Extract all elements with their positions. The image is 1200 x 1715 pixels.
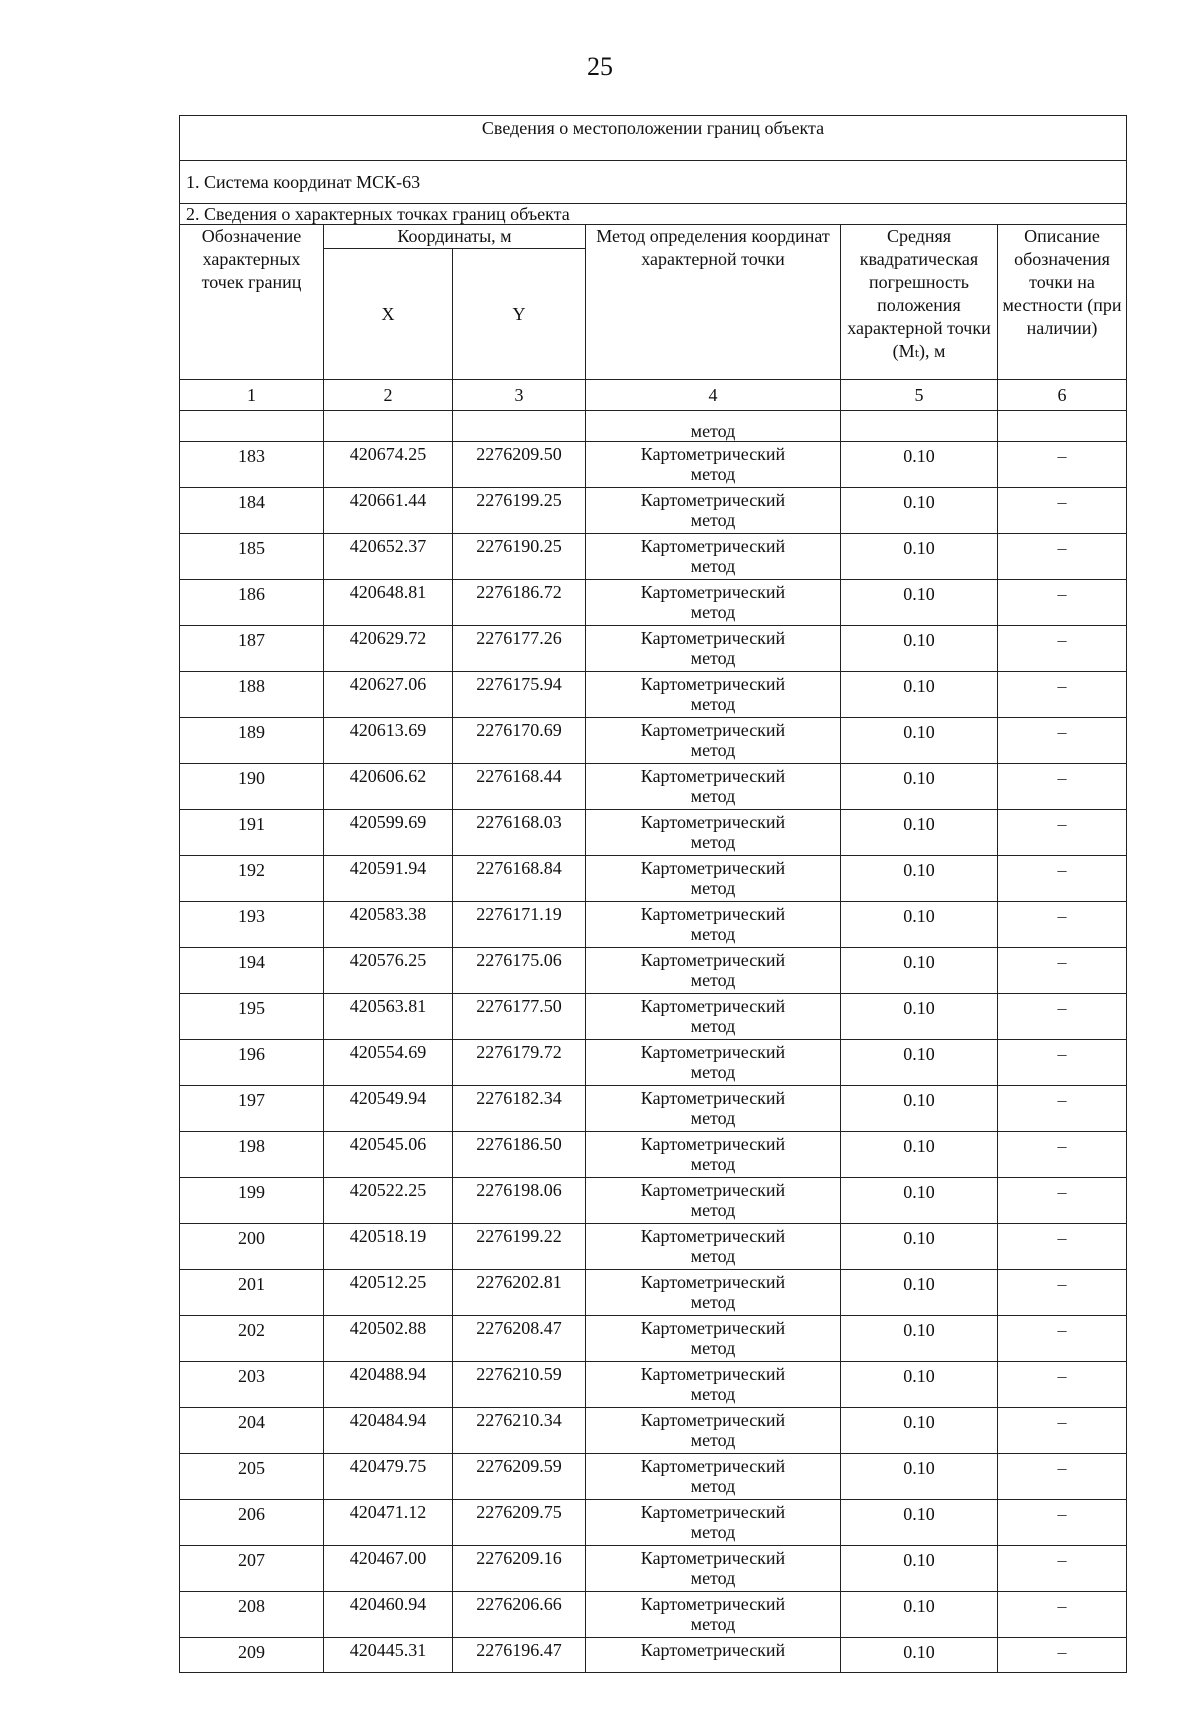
coordinate-y: 2276179.72 — [453, 1040, 586, 1086]
point-designation: 209 — [180, 1638, 324, 1673]
mean-square-error: 0.10 — [841, 948, 998, 994]
coordinate-x: 420576.25 — [324, 948, 453, 994]
method-cell — [586, 948, 841, 994]
coordinate-y: 2276210.34 — [453, 1408, 586, 1454]
coordinate-x: 420479.75 — [324, 1454, 453, 1500]
table-row — [180, 1638, 1127, 1673]
point-designation: 207 — [180, 1546, 324, 1592]
method-cell — [586, 1224, 841, 1270]
method-line-2: метод — [690, 1430, 736, 1450]
method-line-1: Картометрический — [640, 720, 786, 740]
coordinate-x: 420606.62 — [324, 764, 453, 810]
table-row — [180, 1500, 1127, 1546]
method-cell — [586, 1316, 841, 1362]
coordinate-x: 420563.81 — [324, 994, 453, 1040]
point-description: – — [998, 948, 1127, 994]
method-line-2: метод — [690, 1062, 736, 1082]
coordinate-y: 2276199.25 — [453, 488, 586, 534]
point-description: – — [998, 1132, 1127, 1178]
method-line-1: Картометрический — [640, 1364, 786, 1384]
coordinate-x: 420518.19 — [324, 1224, 453, 1270]
table-row — [180, 1132, 1127, 1178]
method-line-1: Картометрический — [640, 1502, 786, 1522]
coordinate-x: 420471.12 — [324, 1500, 453, 1546]
column-number: 3 — [453, 380, 586, 411]
point-designation: 192 — [180, 856, 324, 902]
method-line-2: метод — [690, 1476, 736, 1496]
header-y: Y — [453, 249, 586, 380]
coordinate-x: 420613.69 — [324, 718, 453, 764]
table-row — [180, 534, 1127, 580]
coordinate-y: 2276168.44 — [453, 764, 586, 810]
table-row — [180, 764, 1127, 810]
header-coordinates: Координаты, м — [324, 225, 586, 249]
mean-square-error: 0.10 — [841, 1316, 998, 1362]
method-cell — [586, 1040, 841, 1086]
point-description: – — [998, 442, 1127, 488]
point-description: – — [998, 1454, 1127, 1500]
point-description: – — [998, 1086, 1127, 1132]
coordinate-y: 2276202.81 — [453, 1270, 586, 1316]
method-line-2: метод — [690, 602, 736, 622]
method-line-2: метод — [690, 924, 736, 944]
table-row — [180, 1040, 1127, 1086]
column-number: 5 — [841, 380, 998, 411]
method-cell — [586, 1500, 841, 1546]
point-description: – — [998, 534, 1127, 580]
method-line-2: метод — [690, 648, 736, 668]
point-description: – — [998, 1546, 1127, 1592]
table-row — [180, 1178, 1127, 1224]
coordinate-y: 2276186.72 — [453, 580, 586, 626]
continuation-method: метод — [586, 411, 841, 442]
method-line-2: метод — [690, 878, 736, 898]
header-method: Метод определения координат характерной точки — [586, 225, 841, 380]
point-designation: 187 — [180, 626, 324, 672]
point-description: – — [998, 1316, 1127, 1362]
table-row — [180, 1546, 1127, 1592]
coordinate-y: 2276190.25 — [453, 534, 586, 580]
mean-square-error: 0.10 — [841, 580, 998, 626]
table-row — [180, 948, 1127, 994]
method-cell — [586, 718, 841, 764]
method-line-1: Картометрический — [640, 766, 786, 786]
coordinate-x: 420484.94 — [324, 1408, 453, 1454]
mean-square-error: 0.10 — [841, 1638, 998, 1673]
table-row — [180, 1224, 1127, 1270]
point-description: – — [998, 764, 1127, 810]
coordinate-x: 420652.37 — [324, 534, 453, 580]
point-description: – — [998, 580, 1127, 626]
table-row — [180, 1592, 1127, 1638]
point-designation: 193 — [180, 902, 324, 948]
method-line-1: Картометрический — [640, 858, 786, 878]
point-description: – — [998, 1178, 1127, 1224]
coordinate-x: 420467.00 — [324, 1546, 453, 1592]
mean-square-error: 0.10 — [841, 672, 998, 718]
method-line-2: метод — [690, 1522, 736, 1542]
method-line-2: метод — [690, 1154, 736, 1174]
point-designation: 201 — [180, 1270, 324, 1316]
table-row — [180, 580, 1127, 626]
method-line-2: метод — [690, 1200, 736, 1220]
header-x: X — [324, 249, 453, 380]
mean-square-error: 0.10 — [841, 1454, 998, 1500]
mean-square-error: 0.10 — [841, 1132, 998, 1178]
method-line-1: Картометрический — [640, 904, 786, 924]
method-cell: Картометрический — [586, 1638, 841, 1673]
coordinate-x: 420661.44 — [324, 488, 453, 534]
header-description: Описание обозначения точки на местности (при наличии) — [998, 225, 1127, 380]
table-row — [180, 994, 1127, 1040]
table-row — [180, 902, 1127, 948]
point-designation: 200 — [180, 1224, 324, 1270]
mean-square-error: 0.10 — [841, 1362, 998, 1408]
coordinate-y: 2276186.50 — [453, 1132, 586, 1178]
point-designation: 191 — [180, 810, 324, 856]
coordinate-y: 2276175.06 — [453, 948, 586, 994]
coordinate-x: 420522.25 — [324, 1178, 453, 1224]
mean-square-error: 0.10 — [841, 1270, 998, 1316]
coordinate-x: 420512.25 — [324, 1270, 453, 1316]
table-row — [180, 442, 1127, 488]
mean-square-error: 0.10 — [841, 1178, 998, 1224]
point-designation: 204 — [180, 1408, 324, 1454]
point-designation: 183 — [180, 442, 324, 488]
method-line-1: Картометрический — [640, 812, 786, 832]
mean-square-error: 0.10 — [841, 764, 998, 810]
mean-square-error: 0.10 — [841, 626, 998, 672]
mean-square-error: 0.10 — [841, 718, 998, 764]
method-cell — [586, 488, 841, 534]
coordinate-y: 2276209.75 — [453, 1500, 586, 1546]
table-row — [180, 718, 1127, 764]
method-line-2: метод — [690, 1016, 736, 1036]
method-line-1: Картометрический — [640, 1272, 786, 1292]
point-designation: 188 — [180, 672, 324, 718]
method-cell — [586, 1270, 841, 1316]
mean-square-error: 0.10 — [841, 810, 998, 856]
point-description: – — [998, 626, 1127, 672]
method-line-1: Картометрический — [640, 1410, 786, 1430]
method-line-1: Картометрический — [640, 996, 786, 1016]
table-row — [180, 626, 1127, 672]
method-line-1: Картометрический — [640, 1180, 786, 1200]
method-cell — [586, 902, 841, 948]
method-line-1: Картометрический — [640, 1594, 786, 1614]
mean-square-error: 0.10 — [841, 1086, 998, 1132]
mean-square-error: 0.10 — [841, 534, 998, 580]
coordinate-x: 420502.88 — [324, 1316, 453, 1362]
point-description: – — [998, 994, 1127, 1040]
coordinate-y: 2276177.26 — [453, 626, 586, 672]
method-line-1: Картометрический — [640, 444, 786, 464]
table-row — [180, 1362, 1127, 1408]
method-line-1: Картометрический — [640, 1042, 786, 1062]
method-line-2: метод — [690, 832, 736, 852]
coordinate-y: 2276168.84 — [453, 856, 586, 902]
coordinate-y: 2276196.47 — [453, 1638, 586, 1673]
mean-square-error: 0.10 — [841, 488, 998, 534]
mean-square-error: 0.10 — [841, 1408, 998, 1454]
method-cell — [586, 442, 841, 488]
coordinate-x: 420674.25 — [324, 442, 453, 488]
point-designation: 196 — [180, 1040, 324, 1086]
method-line-2: метод — [690, 740, 736, 760]
method-cell — [586, 1178, 841, 1224]
point-designation: 195 — [180, 994, 324, 1040]
column-number: 6 — [998, 380, 1127, 411]
boundary-points-table — [179, 115, 1127, 1673]
method-cell — [586, 1454, 841, 1500]
method-line-2: метод — [690, 510, 736, 530]
coordinate-y: 2276209.16 — [453, 1546, 586, 1592]
method-line-1: Картометрический — [640, 1456, 786, 1476]
column-number: 1 — [180, 380, 324, 411]
point-designation: 185 — [180, 534, 324, 580]
table-title: Сведения о местоположении границ объекта — [180, 116, 1127, 161]
method-line-2: метод — [690, 1614, 736, 1634]
method-cell — [586, 810, 841, 856]
method-line-1: Картометрический — [640, 674, 786, 694]
point-description: – — [998, 488, 1127, 534]
coordinate-y: 2276206.66 — [453, 1592, 586, 1638]
coordinate-x: 420629.72 — [324, 626, 453, 672]
point-designation: 190 — [180, 764, 324, 810]
coordinate-y: 2276175.94 — [453, 672, 586, 718]
mean-square-error: 0.10 — [841, 902, 998, 948]
point-description: – — [998, 810, 1127, 856]
header-error: Средняя квадратическая погрешность положения характерной точки (Mₜ), м — [841, 225, 998, 380]
method-line-2: метод — [690, 1108, 736, 1128]
method-line-1: Картометрический — [640, 950, 786, 970]
mean-square-error: 0.10 — [841, 1500, 998, 1546]
method-line-2: метод — [690, 970, 736, 990]
method-cell — [586, 1362, 841, 1408]
point-designation: 203 — [180, 1362, 324, 1408]
method-cell — [586, 626, 841, 672]
table-row — [180, 488, 1127, 534]
point-designation: 199 — [180, 1178, 324, 1224]
method-line-1: Картометрический — [640, 536, 786, 556]
coordinate-x: 420648.81 — [324, 580, 453, 626]
point-description: – — [998, 1270, 1127, 1316]
point-designation: 189 — [180, 718, 324, 764]
coordinate-y: 2276209.50 — [453, 442, 586, 488]
method-cell — [586, 856, 841, 902]
table-row — [180, 1408, 1127, 1454]
method-line-1: Картометрический — [640, 1548, 786, 1568]
mean-square-error: 0.10 — [841, 994, 998, 1040]
coordinate-system: 1. Система координат МСК-63 — [180, 161, 1127, 204]
section-heading: 2. Сведения о характерных точках границ объекта — [180, 204, 1127, 225]
table-row — [180, 672, 1127, 718]
coordinate-y: 2276210.59 — [453, 1362, 586, 1408]
method-line-2: метод — [690, 1338, 736, 1358]
table-row — [180, 1086, 1127, 1132]
method-line-1: Картометрический — [640, 1134, 786, 1154]
method-cell — [586, 994, 841, 1040]
point-designation: 206 — [180, 1500, 324, 1546]
method-line-2: метод — [690, 1292, 736, 1312]
mean-square-error: 0.10 — [841, 1546, 998, 1592]
method-line-1: Картометрический — [640, 628, 786, 648]
point-description: – — [998, 1040, 1127, 1086]
method-cell — [586, 580, 841, 626]
method-cell — [586, 1086, 841, 1132]
coordinate-x: 420554.69 — [324, 1040, 453, 1086]
coordinate-x: 420460.94 — [324, 1592, 453, 1638]
coordinate-y: 2276171.19 — [453, 902, 586, 948]
method-line-2: метод — [690, 1384, 736, 1404]
point-designation: 208 — [180, 1592, 324, 1638]
point-description: – — [998, 1224, 1127, 1270]
method-line-1: Картометрический — [640, 1088, 786, 1108]
coordinate-x: 420627.06 — [324, 672, 453, 718]
method-line-1: Картометрический — [640, 490, 786, 510]
coordinate-y: 2276177.50 — [453, 994, 586, 1040]
point-designation: 184 — [180, 488, 324, 534]
point-description: – — [998, 718, 1127, 764]
coordinate-y: 2276209.59 — [453, 1454, 586, 1500]
point-designation: 194 — [180, 948, 324, 994]
table-row — [180, 1454, 1127, 1500]
column-number: 4 — [586, 380, 841, 411]
coordinate-x: 420488.94 — [324, 1362, 453, 1408]
method-line-2: метод — [690, 464, 736, 484]
method-cell — [586, 1592, 841, 1638]
method-line-1: Картометрический — [640, 582, 786, 602]
mean-square-error: 0.10 — [841, 856, 998, 902]
mean-square-error: 0.10 — [841, 442, 998, 488]
point-designation: 205 — [180, 1454, 324, 1500]
method-line-1: Картометрический — [640, 1318, 786, 1338]
table-row — [180, 856, 1127, 902]
method-cell — [586, 672, 841, 718]
page-number: 25 — [587, 52, 613, 81]
point-designation: 202 — [180, 1316, 324, 1362]
method-cell — [586, 1546, 841, 1592]
coordinate-x: 420591.94 — [324, 856, 453, 902]
coordinate-x: 420445.31 — [324, 1638, 453, 1673]
method-cell — [586, 1132, 841, 1178]
coordinate-x: 420583.38 — [324, 902, 453, 948]
point-description: – — [998, 1592, 1127, 1638]
coordinate-y: 2276168.03 — [453, 810, 586, 856]
method-line-2: метод — [690, 556, 736, 576]
point-description: – — [998, 902, 1127, 948]
method-cell — [586, 534, 841, 580]
method-cell — [586, 764, 841, 810]
coordinate-x: 420545.06 — [324, 1132, 453, 1178]
coordinate-y: 2276198.06 — [453, 1178, 586, 1224]
method-line-1: Картометрический — [640, 1226, 786, 1246]
point-designation: 186 — [180, 580, 324, 626]
point-description: – — [998, 1500, 1127, 1546]
point-designation: 197 — [180, 1086, 324, 1132]
method-line-2: метод — [690, 694, 736, 714]
method-line-2: метод — [690, 1246, 736, 1266]
mean-square-error: 0.10 — [841, 1040, 998, 1086]
point-designation: 198 — [180, 1132, 324, 1178]
table-row — [180, 1316, 1127, 1362]
coordinate-y: 2276208.47 — [453, 1316, 586, 1362]
column-number: 2 — [324, 380, 453, 411]
table-row — [180, 1270, 1127, 1316]
point-description: – — [998, 1408, 1127, 1454]
mean-square-error: 0.10 — [841, 1592, 998, 1638]
coordinate-y: 2276182.34 — [453, 1086, 586, 1132]
table-row — [180, 810, 1127, 856]
method-line-2: метод — [690, 1568, 736, 1588]
coordinate-y: 2276170.69 — [453, 718, 586, 764]
method-line-2: метод — [690, 786, 736, 806]
point-description: – — [998, 672, 1127, 718]
continuation-row — [180, 411, 1127, 442]
header-designation: Обозначение характерных точек границ — [180, 225, 324, 380]
point-description: – — [998, 1638, 1127, 1673]
mean-square-error: 0.10 — [841, 1224, 998, 1270]
point-description: – — [998, 1362, 1127, 1408]
coordinate-x: 420599.69 — [324, 810, 453, 856]
method-cell — [586, 1408, 841, 1454]
coordinate-x: 420549.94 — [324, 1086, 453, 1132]
coordinate-y: 2276199.22 — [453, 1224, 586, 1270]
point-description: – — [998, 856, 1127, 902]
